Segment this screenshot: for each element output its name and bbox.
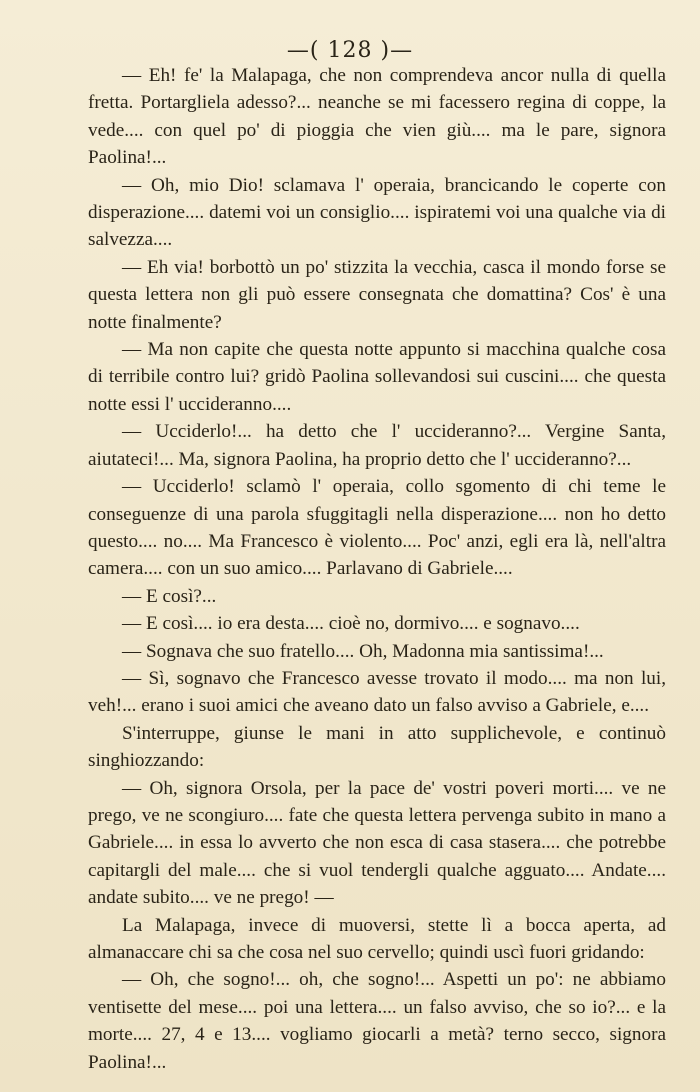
page-body — [88, 62, 666, 1076]
paragraph: — Eh via! borbottò un po' stizzita la vecchia, casca il mondo forse se questa lettera non gli può essere consegnata che domattina? Cos' è una notte finalmente? — [88, 256, 666, 333]
paragraph: — E così.... io era desta.... cioè no, dormivo.... e sognavo.... — [122, 613, 580, 635]
paragraph: — E così?... — [122, 585, 217, 607]
paragraph: S'interruppe, giunse le mani in atto supplichevole, e continuò singhiozzando: — [88, 722, 666, 772]
paragraph: — Ucciderlo!... ha detto che l' uccideranno?... Vergine Santa, aiutateci!... Ma, signora Paolina, ha proprio detto che l' uccideranno?... — [88, 421, 666, 470]
paragraph: — Oh, che sogno!... oh, che sogno!... Aspetti un po': ne abbiamo ventisette del mese.... poi una lettera.... un falso avviso, che so io?... e la morte.... 27, 4 e 13.... vogliamo giocarli a metà? terno secco, signora Paolina!... — [88, 969, 666, 1073]
page-number: —( 128 )— — [286, 38, 414, 63]
paragraph: — Oh, mio Dio! sclamava l' operaia, brancicando le coperte con disperazione.... datemi voi un consiglio.... ispiratemi voi una qualche via di salvezza.... — [88, 174, 666, 251]
paragraph: — Eh! fe' la Malapaga, che non comprendeva ancor nulla di quella fretta. Portargliela adesso?... neanche se mi facessero regina di coppe, la vede.... con quel po' di pioggia che vien giù.... ma le pare, signora Paolina!... — [88, 65, 666, 169]
paragraph: — Sì, sognavo che Francesco avesse trovato il modo.... ma non lui, veh!... erano i suoi amici che aveano dato un falso avviso a Gabriele, e.... — [88, 667, 666, 717]
paragraph: — Sognava che suo fratello.... Oh, Madonna mia santissima!... — [122, 640, 604, 662]
paragraph: — Ucciderlo! sclamò l' operaia, collo sgomento di chi teme le conseguenze di una parola sfuggitagli nella disperazione.... non ho detto questo.... no.... Ma Francesco è violento.... Poc' anzi, egli era là, nell'altra camera.... con un suo amico.... Parlavano di Gabriele.... — [88, 476, 666, 580]
paragraph: La Malapaga, invece di muoversi, stette lì a bocca aperta, ad almanaccare chi sa che cosa nel suo cervello; quindi uscì fuori gridando: — [88, 914, 666, 963]
paragraph: — Ma non capite che questa notte appunto si macchina qualche cosa di terribile contro lui? gridò Paolina sollevandosi sui cuscini.... che questa notte essi l' uccideranno.... — [88, 339, 666, 415]
paragraph: — Oh, signora Orsola, per la pace de' vostri poveri morti.... ve ne prego, ve ne scongiuro.... fate che questa lettera pervenga subito in mano a Gabriele.... in essa lo avverto che non esca di casa stasera.... che potrebbe capitargli del male.... che si vuol tendergli qualche agguato.... Andate.... andate subito.... ve ne prego! — — [88, 777, 666, 909]
